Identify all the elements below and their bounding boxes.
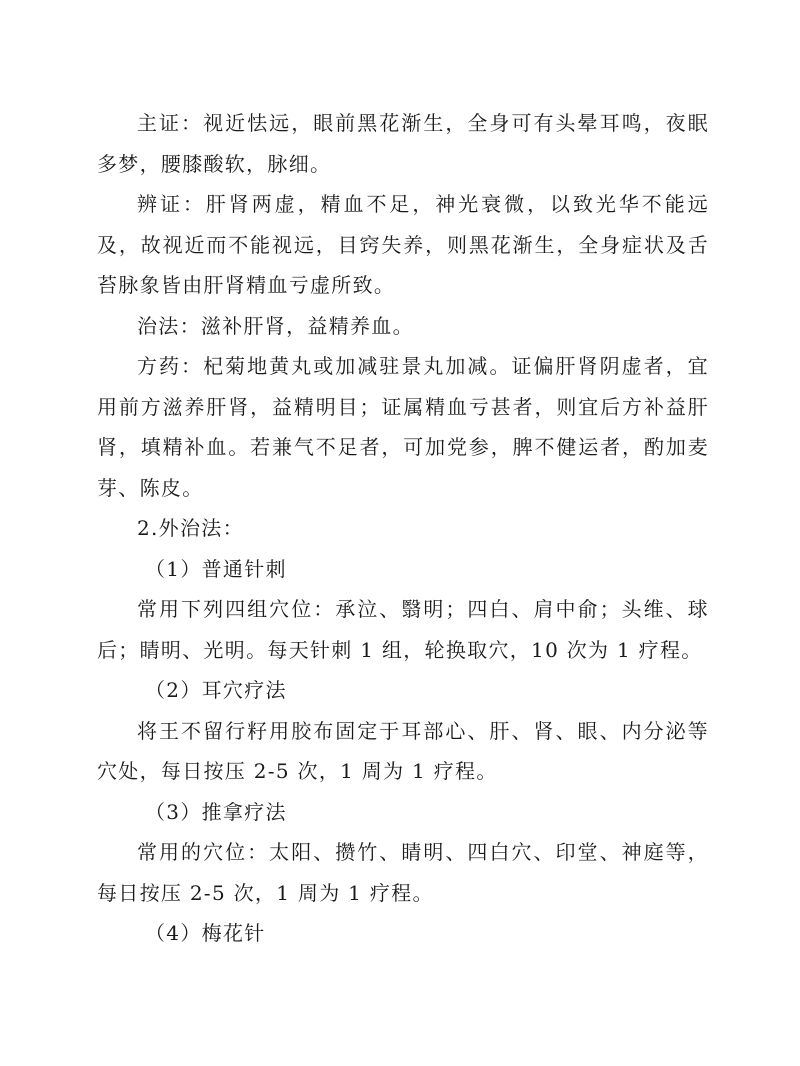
paragraph-main-symptoms: 主证：视近怯远，眼前黑花渐生，全身可有头晕耳鸣，夜眠多梦，腰膝酸软，脉细。 <box>97 111 709 176</box>
method-title-acupuncture: （1）普通针刺 <box>145 556 287 581</box>
method-body-massage: 常用的穴位：太阳、攒竹、睛明、四白穴、印堂、神庭等，每日按压 2-5 次，1 周为 1 疗程。 <box>97 840 709 905</box>
method-body-ear-points: 将王不留行籽用胶布固定于耳部心、肝、肾、眼、内分泌等穴处，每日按压 2-5 次，1 周为 1 疗程。 <box>97 718 709 783</box>
paragraph-prescription: 方药：杞菊地黄丸或加减驻景丸加减。证偏肝肾阴虚者，宜用前方滋养肝肾，益精明目；证属精血亏甚者，则宜后方补益肝肾，填精补血。若兼气不足者，可加党参，脾不健运者，酌加麦芽、陈皮。 <box>97 354 709 500</box>
document-body <box>97 103 709 954</box>
method-body-acupuncture: 常用下列四组穴位：承泣、翳明；四白、肩中俞；头维、球后；睛明、光明。每天针刺 1 组，轮换取穴，10 次为 1 疗程。 <box>97 597 709 662</box>
section-heading-external-treatment: 2.外治法： <box>137 516 244 540</box>
method-title-ear-points: （2）耳穴疗法 <box>145 678 287 702</box>
method-title-massage: （3）推拿疗法 <box>145 799 287 824</box>
paragraph-differentiation: 辨证：肝肾两虚，精血不足，神光衰微，以致光华不能远及，故视近而不能视远，目窍失养，则黑花渐生，全身症状及舌苔脉象皆由肝肾精血亏虚所致。 <box>97 192 709 297</box>
paragraph-treatment-principle: 治法：滋补肝肾，益精养血。 <box>137 313 414 338</box>
method-title-plum-blossom-needle: （4）梅花针 <box>145 921 266 945</box>
